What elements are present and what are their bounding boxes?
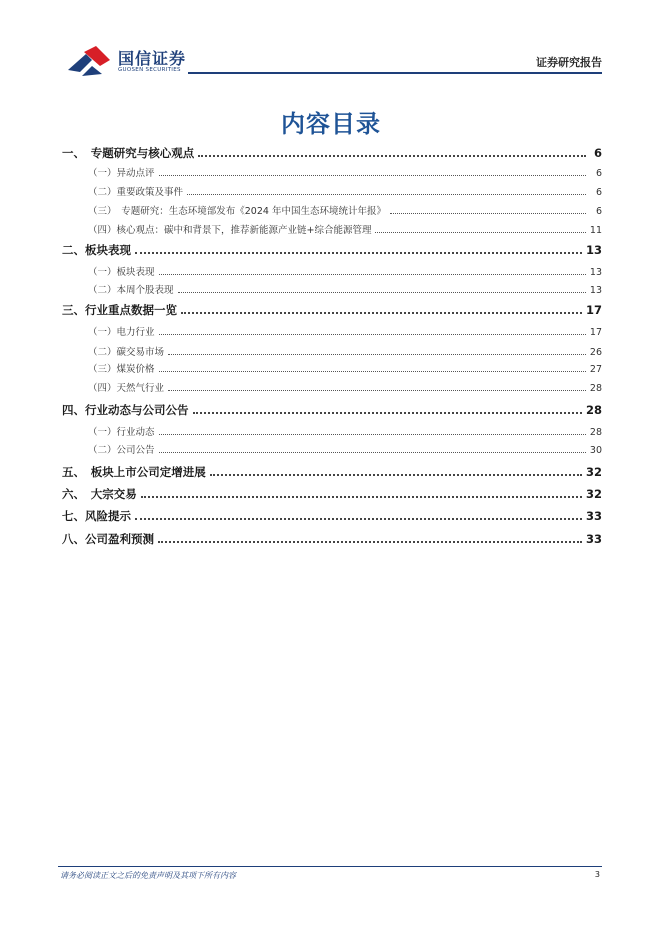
toc-subsection-entry[interactable] xyxy=(62,344,602,358)
toc-entry-page: 28 xyxy=(585,403,602,417)
toc-entry-page: 32 xyxy=(585,487,602,501)
toc-entry-label: 七、风险提示 xyxy=(62,509,131,523)
toc-entry-page: 32 xyxy=(585,465,602,479)
toc-dot-leader xyxy=(168,345,586,355)
toc-subsection-entry[interactable] xyxy=(62,380,602,394)
toc-entry-page: 6 xyxy=(595,187,602,198)
toc-dot-leader xyxy=(141,488,582,498)
brand-name-en: GUOSEN SECURITIES xyxy=(118,67,181,73)
toc-entry-page: 28 xyxy=(589,383,602,394)
toc-dot-leader xyxy=(390,204,586,214)
toc-section-entry[interactable] xyxy=(62,242,602,258)
toc-entry-label: 六、 大宗交易 xyxy=(62,487,137,501)
toc-entry-page: 13 xyxy=(589,285,602,296)
toc-entry-label: （三） 专题研究：生态环境部发布《2024 年中国生态环境统计年报》 xyxy=(88,206,386,217)
toc-subsection-entry[interactable] xyxy=(62,165,602,179)
header-divider xyxy=(188,72,602,74)
brand-name-cn: 国信证券 xyxy=(118,49,187,68)
toc-entry-page: 11 xyxy=(589,225,602,236)
toc-entry-page: 30 xyxy=(589,445,602,456)
toc-dot-leader xyxy=(375,223,585,233)
toc-subsection-entry[interactable] xyxy=(62,361,602,375)
toc-entry-label: （一）板块表现 xyxy=(88,267,155,278)
toc-section-entry[interactable] xyxy=(62,508,602,524)
toc-entry-label: 八、公司盈利预测 xyxy=(62,532,154,546)
toc-entry-label: 四、行业动态与公司公告 xyxy=(62,403,189,417)
toc-entry-page: 13 xyxy=(589,267,602,278)
toc-dot-leader xyxy=(193,404,582,414)
toc-entry-label: （二）本周个股表现 xyxy=(88,285,174,296)
toc-entry-label: （四）天然气行业 xyxy=(88,383,165,394)
toc-section-entry[interactable] xyxy=(62,302,602,318)
toc-entry-label: （二）重要政策及事件 xyxy=(88,187,184,198)
toc-subsection-entry[interactable] xyxy=(62,203,602,217)
toc-dot-leader xyxy=(159,362,586,372)
toc-dot-leader xyxy=(158,533,582,543)
toc-dot-leader xyxy=(159,425,586,435)
guosen-logo-icon xyxy=(66,44,116,78)
toc-entry-page: 26 xyxy=(589,347,602,358)
toc-dot-leader xyxy=(168,381,586,391)
footer-divider xyxy=(58,866,602,867)
toc-subsection-entry[interactable] xyxy=(62,264,602,278)
toc-entry-label: 二、板块表现 xyxy=(62,243,131,257)
toc-dot-leader xyxy=(198,147,586,157)
toc-section-entry[interactable] xyxy=(62,402,602,418)
page-header xyxy=(0,0,662,80)
toc-entry-page: 6 xyxy=(595,206,602,217)
toc-entry-page: 6 xyxy=(595,168,602,179)
toc-dot-leader xyxy=(135,244,582,254)
toc-subsection-entry[interactable] xyxy=(62,442,602,456)
toc-entry-page: 13 xyxy=(585,243,602,257)
toc-entry-label: （三）煤炭价格 xyxy=(88,364,155,375)
toc-dot-leader xyxy=(178,283,586,293)
toc-entry-page: 33 xyxy=(585,509,602,523)
toc-dot-leader xyxy=(159,325,586,335)
toc-entry-label: （一）行业动态 xyxy=(88,427,155,438)
report-type-label: 证券研究报告 xyxy=(536,56,602,69)
toc-entry-label: （四）核心观点：碳中和背景下，推荐新能源产业链+综合能源管理 xyxy=(88,225,372,236)
toc-entry-label: （二）公司公告 xyxy=(88,445,155,456)
toc-section-entry[interactable] xyxy=(62,531,602,547)
toc-title: 内容目录 xyxy=(281,110,381,138)
toc-subsection-entry[interactable] xyxy=(62,184,602,198)
toc-entry-label: 三、行业重点数据一览 xyxy=(62,303,177,317)
toc-entry-page: 28 xyxy=(589,427,602,438)
toc-dot-leader xyxy=(135,510,582,520)
toc-entry-page: 6 xyxy=(593,146,602,160)
toc-dot-leader xyxy=(210,466,582,476)
footer-disclaimer: 请务必阅读正文之后的免责声明及其项下所有内容 xyxy=(60,871,236,880)
toc-subsection-entry[interactable] xyxy=(62,282,602,296)
toc-entry-label: 一、 专题研究与核心观点 xyxy=(62,146,195,160)
toc-entry-page: 33 xyxy=(585,532,602,546)
toc-subsection-entry[interactable] xyxy=(62,424,602,438)
toc-entry-page: 17 xyxy=(589,327,602,338)
toc-section-entry[interactable] xyxy=(62,486,602,502)
toc-subsection-entry[interactable] xyxy=(62,222,602,236)
toc-entry-page: 17 xyxy=(585,303,602,317)
toc-section-entry[interactable] xyxy=(62,464,602,480)
toc-entry-label: （一）电力行业 xyxy=(88,327,155,338)
toc-entry-page: 27 xyxy=(589,364,602,375)
toc-entry-label: （二）碳交易市场 xyxy=(88,347,165,358)
toc-dot-leader xyxy=(159,166,586,176)
toc-entry-label: （一）异动点评 xyxy=(88,168,155,179)
toc-subsection-entry[interactable] xyxy=(62,324,602,338)
footer-page-number: 3 xyxy=(594,870,600,879)
toc-dot-leader xyxy=(159,443,586,453)
toc-entry-label: 五、 板块上市公司定增进展 xyxy=(62,465,206,479)
toc-dot-leader xyxy=(187,185,586,195)
toc-dot-leader xyxy=(159,265,586,275)
toc-section-entry[interactable] xyxy=(62,145,602,161)
toc-dot-leader xyxy=(181,304,582,314)
